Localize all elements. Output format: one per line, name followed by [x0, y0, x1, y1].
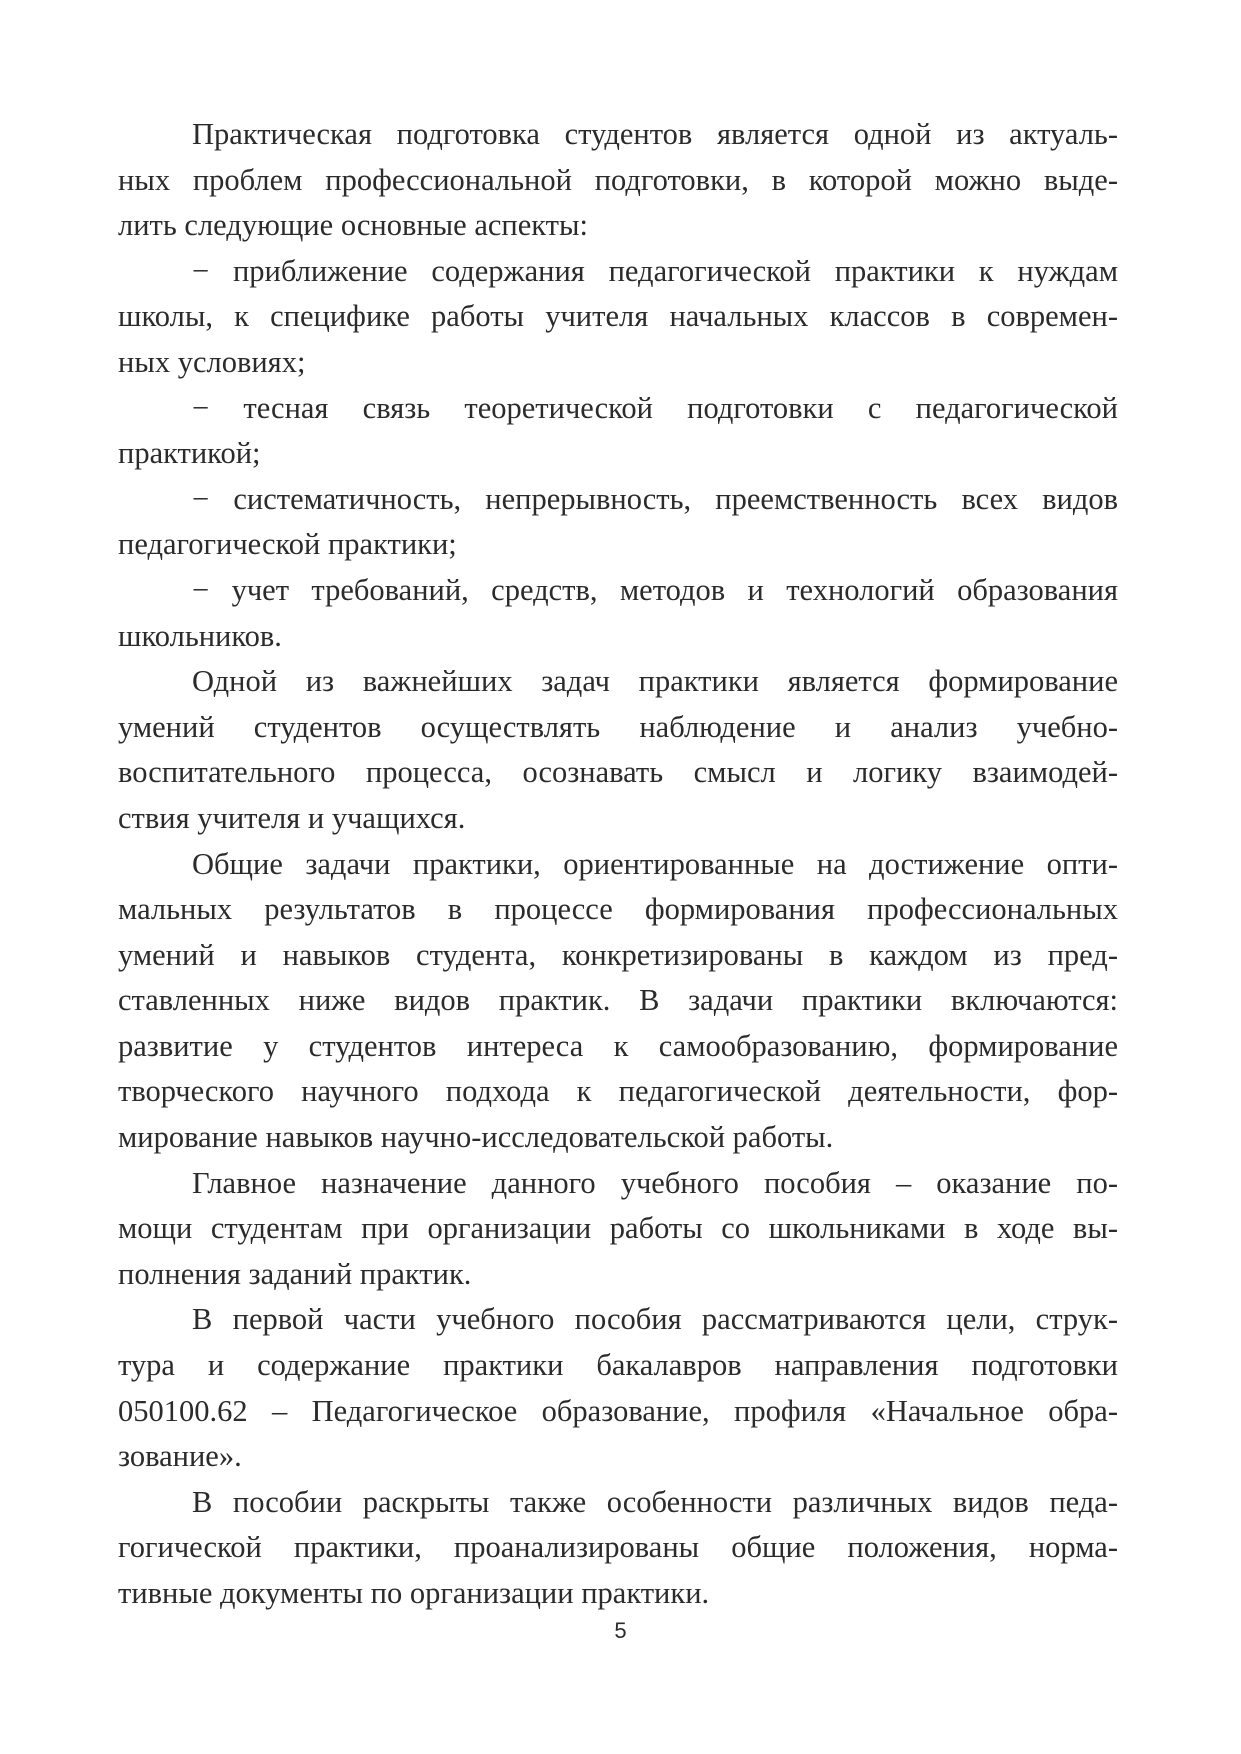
text-line: мирование навыков научно-исследовательской работы.	[118, 1120, 834, 1155]
text-line: Одной из важнейших задач практики является формирование	[192, 664, 1118, 699]
text-line: Главное назначение данного учебного пособия – оказание по-	[192, 1165, 1118, 1200]
text-line: 050100.62 – Педагогическое образование, профиля «Начальное обра-	[118, 1393, 1118, 1428]
text-line: тивные документы по организации практики.	[118, 1576, 710, 1610]
text-line: развитие у студентов интереса к самообразованию, формирование	[118, 1028, 1118, 1063]
page-number: 5	[614, 1618, 627, 1643]
text-line: мощи студентам при организации работы со школьниками в ходе вы-	[118, 1211, 1118, 1246]
text-line: тура и содержание практики бакалавров направления подготовки	[118, 1348, 1118, 1383]
text-line: зование».	[118, 1439, 242, 1474]
text-line: воспитательного процесса, осознавать смысл и логику взаимодей-	[118, 755, 1118, 790]
text-line: ных проблем профессиональной подготовки, в которой можно выде-	[118, 162, 1118, 197]
text-line: В первой части учебного пособия рассматриваются цели, струк-	[192, 1302, 1118, 1337]
text-line: гогической практики, проанализированы общие положения, норма-	[118, 1530, 1118, 1565]
text-line: практикой;	[118, 436, 261, 471]
text-line: − учет требований, средств, методов и технологий образования	[192, 572, 1118, 607]
text-line: Общие задачи практики, ориентированные на достижение опти-	[192, 846, 1118, 881]
text-line: ных условиях;	[118, 344, 306, 379]
text-line: ствия учителя и учащихся.	[118, 800, 466, 835]
text-line: умений студентов осуществлять наблюдение и анализ учебно-	[118, 709, 1118, 744]
text-line: творческого научного подхода к педагогической деятельности, фор-	[118, 1074, 1118, 1109]
text-line: школьников.	[118, 618, 282, 653]
text-line: школы, к специфике работы учителя начальных классов в современ-	[118, 299, 1118, 334]
text-line: ставленных ниже видов практик. В задачи практики включаются:	[118, 983, 1118, 1018]
text-line: Практическая подготовка студентов является одной из актуаль-	[192, 117, 1118, 151]
text-line: В пособии раскрыты также особенности различных видов педа-	[192, 1484, 1118, 1519]
text-line: − приближение содержания педагогической практики к нуждам	[192, 253, 1118, 288]
text-line: − систематичность, непрерывность, преемственность всех видов	[192, 481, 1118, 516]
text-line: − тесная связь теоретической подготовки с педагогической	[192, 390, 1118, 425]
body-text	[118, 112, 1118, 1617]
text-line: умений и навыков студента, конкретизированы в каждом из пред-	[118, 937, 1118, 972]
text-line: полнения заданий практик.	[118, 1256, 472, 1291]
text-line: лить следующие основные аспекты:	[118, 208, 588, 243]
text-line: педагогической практики;	[118, 527, 457, 562]
text-line: мальных результатов в процессе формирования профессиональных	[118, 892, 1118, 927]
